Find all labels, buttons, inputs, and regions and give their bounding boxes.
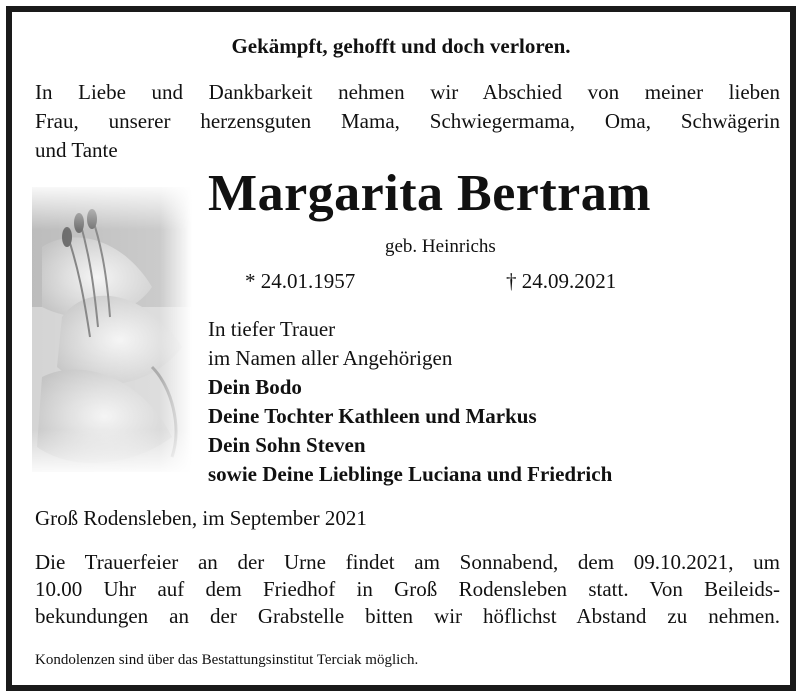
condolence-note: Kondolenzen sind über das Bestattungsinstitut Terciak möglich. — [35, 652, 419, 668]
mourner-name: Dein Sohn Steven — [208, 433, 366, 457]
lily-flower-image — [32, 187, 192, 472]
ceremony-line: bekundungen an der Grabstelle bitten wir höflichst Abstand zu nehmen. — [35, 604, 780, 628]
place-date: Groß Rodensleben, im September 2021 — [35, 506, 367, 530]
death-date: † 24.09.2021 — [506, 269, 617, 293]
mourner-name: Dein Bodo — [208, 375, 302, 399]
mourners-line: In tiefer Trauer — [208, 317, 336, 341]
ceremony-line: Die Trauerfeier an der Urne findet am Sonnabend, dem 09.10.2021, um — [35, 550, 780, 574]
mourner-name: Deine Tochter Kathleen und Markus — [208, 404, 537, 428]
mourners-line: im Namen aller Angehörigen — [208, 346, 453, 370]
mourners-block — [208, 315, 612, 489]
maiden-name: geb. Heinrichs — [385, 236, 496, 257]
motto: Gekämpft, gehofft und doch verloren. — [231, 34, 571, 58]
ceremony-text — [35, 549, 780, 630]
intro-line: In Liebe und Dankbarkeit nehmen wir Abschied von meiner lieben — [35, 80, 780, 104]
intro-line: und Tante — [35, 138, 118, 162]
obituary-frame — [6, 6, 796, 691]
birth-date: * 24.01.1957 — [245, 269, 356, 293]
ceremony-line: 10.00 Uhr auf dem Friedhof in Groß Rodensleben statt. Von Beileids- — [35, 577, 780, 601]
intro-text — [35, 78, 780, 165]
mourner-name: sowie Deine Lieblinge Luciana und Friedrich — [208, 462, 613, 486]
deceased-name: Margarita Bertram — [208, 165, 652, 222]
intro-line: Frau, unserer herzensguten Mama, Schwiegermama, Oma, Schwägerin — [35, 109, 780, 133]
